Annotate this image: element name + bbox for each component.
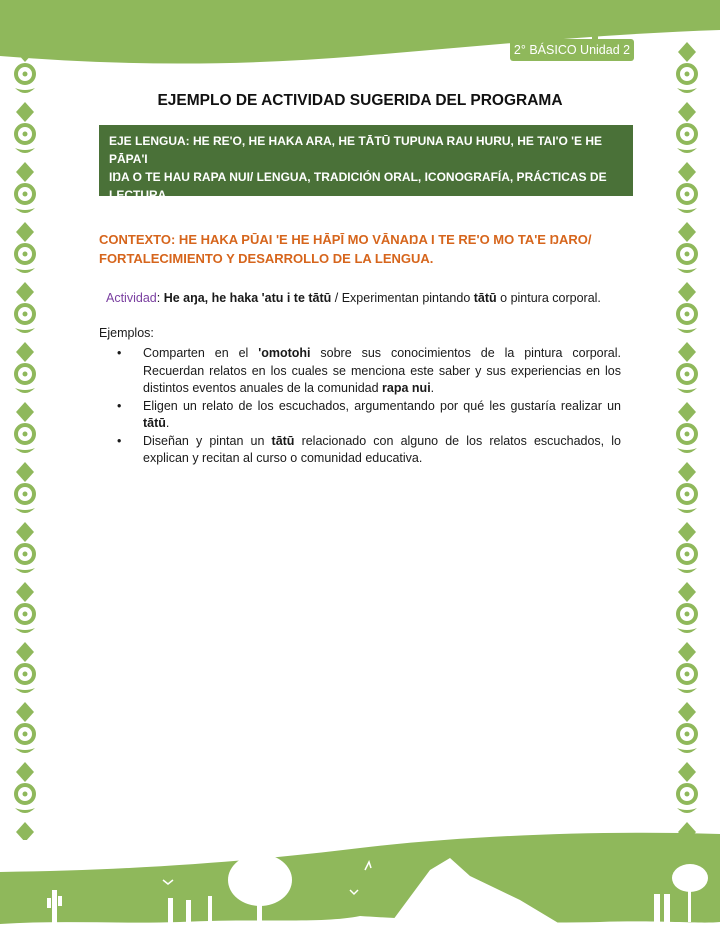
actividad-rest: o pintura corporal. [496, 291, 601, 305]
item-text: sobre sus conocimientos de la pintura corporal. Recuerdan relatos en los cuales se menciona este saber y sus experiencias en los distintos eventos anuales de la comunidad [143, 346, 621, 395]
right-ornament-border-icon [674, 40, 700, 840]
list-item [99, 398, 621, 433]
list-item [99, 345, 621, 398]
examples-list [99, 345, 621, 468]
actividad-label: Actividad [106, 291, 157, 305]
item-text: Diseñan y pintan un [143, 433, 272, 448]
actividad-title-rapanui: He aŋa, he haka 'atu i te tātū [163, 291, 332, 305]
bullet-icon: • [117, 346, 122, 360]
item-text: . [165, 416, 170, 430]
item-bold: rapa nui [382, 381, 431, 395]
footer-landscape-banner [0, 820, 720, 932]
page-title: EJEMPLO DE ACTIVIDAD SUGERIDA DEL PROGRAMA [157, 92, 563, 109]
bullet-icon: • [117, 398, 122, 413]
item-text: relacionado con alguno de los relatos escuchados, lo explican y recitan al curso o comunidad educativa. [143, 433, 621, 465]
item-text: Eligen un relato de los escuchados, argumentando por qué les gustaría realizar un [143, 398, 621, 413]
ejemplos-label: Ejemplos: [99, 326, 154, 340]
item-bold: tātū [143, 416, 166, 430]
eje-line: Y ESCRITURA DE LOS PUEBLOS ORIGINARIOS. [109, 206, 387, 220]
item-text: Comparten en el [143, 346, 259, 360]
item-text: . [430, 381, 435, 395]
bullet-icon: • [117, 433, 122, 448]
eje-line: IŊA O TE HAU RAPA NUI/ LENGUA, TRADICIÓN ORAL, ICONOGRAFÍA, PRÁCTICAS DE LECTURA [109, 170, 607, 202]
level-badge: 2° BÁSICO Unidad 2 [510, 39, 634, 61]
actividad-bold-word: tātū [473, 291, 497, 305]
left-ornament-border-icon [12, 40, 38, 840]
eje-line: EJE LENGUA: HE RE'O, HE HAKA ARA, HE TĀTŪ TUPUNA RAU HURU, HE TAI'O 'E HE PĀPA'I [109, 134, 603, 166]
actividad-separator: / Experimentan pintando [331, 291, 474, 305]
eje-lengua-box [99, 125, 633, 220]
contexto-line: FORTALECIMIENTO Y DESARROLLO DE LA LENGUA. [99, 251, 434, 266]
item-bold: tātū [271, 433, 295, 448]
contexto-line: CONTEXTO: HE HAKA PŪAI 'E HE HĀPĪ MO VĀNAŊA I TE RE'O MO TA'E ŊARO/ [99, 232, 592, 247]
contexto-heading [99, 230, 619, 268]
actividad-colon: : [156, 291, 164, 305]
item-bold: 'omotohi [258, 346, 311, 360]
actividad-line [106, 291, 601, 305]
list-item [99, 433, 621, 468]
